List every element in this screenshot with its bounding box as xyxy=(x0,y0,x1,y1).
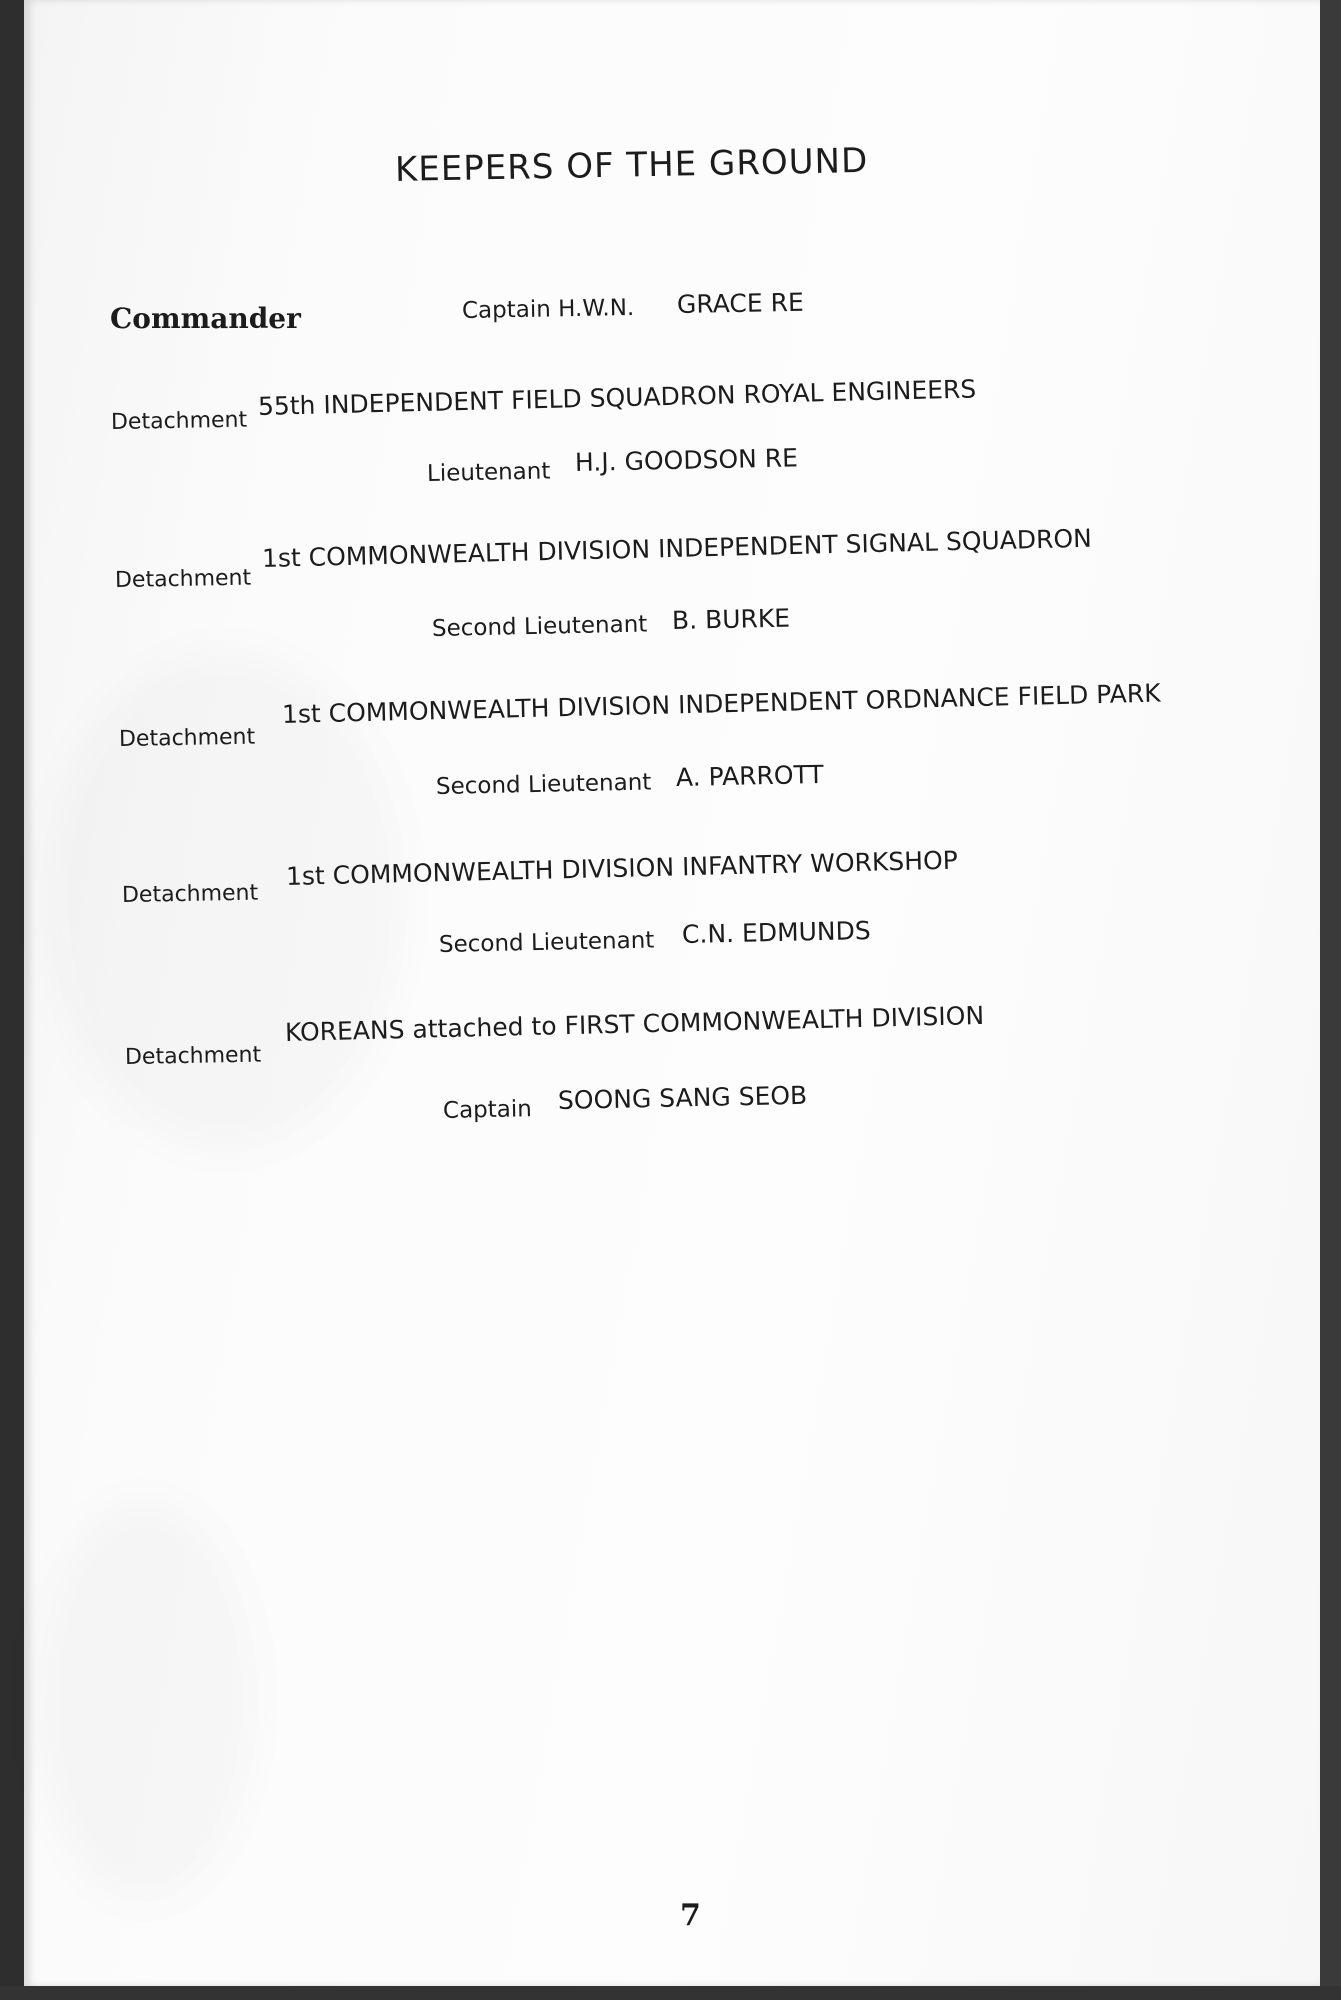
detachment-officer-name: H.J. GOODSON RE xyxy=(574,443,799,477)
detachment-label: Detachment xyxy=(118,724,256,752)
scanner-edge-bottom xyxy=(0,1986,1341,2000)
detachment-officer-name: B. BURKE xyxy=(671,603,791,635)
detachment-unit: 55th INDEPENDENT FIELD SQUADRON ROYAL ENGINEERS xyxy=(257,374,977,421)
detachment-officer-name: C.N. EDMUNDS xyxy=(681,916,871,949)
detachment-unit: 1st COMMONWEALTH DIVISION INDEPENDENT SIGNAL SQUADRON xyxy=(261,523,1093,573)
page-title: KEEPERS OF THE GROUND xyxy=(394,140,869,190)
detachment-unit: 1st COMMONWEALTH DIVISION INDEPENDENT ORDNANCE FIELD PARK xyxy=(281,678,1161,729)
detachment-officer-name: SOONG SANG SEOB xyxy=(557,1080,808,1115)
detachment-officer-name: A. PARROTT xyxy=(675,759,824,792)
commander-label: Commander xyxy=(110,302,301,335)
detachment-label: Detachment xyxy=(114,565,252,593)
commander-name: GRACE RE xyxy=(676,287,804,319)
commander-rank: Captain H.W.N. xyxy=(461,294,635,324)
paper-sheet xyxy=(24,0,1320,1986)
detachment-label: Detachment xyxy=(121,880,259,908)
scanner-edge-right xyxy=(1320,0,1341,2000)
detachment-officer-rank: Captain xyxy=(442,1096,533,1124)
detachment-label: Detachment xyxy=(110,407,248,435)
detachment-label: Detachment xyxy=(124,1042,262,1070)
page-number: 7 xyxy=(680,1898,701,1933)
paper-smudge xyxy=(34,1500,254,1900)
detachment-officer-rank: Second Lieutenant xyxy=(435,769,652,800)
detachment-unit: 1st COMMONWEALTH DIVISION INFANTRY WORKSHOP xyxy=(285,845,959,891)
detachment-officer-rank: Lieutenant xyxy=(426,458,551,487)
detachment-officer-rank: Second Lieutenant xyxy=(431,611,648,642)
detachment-officer-rank: Second Lieutenant xyxy=(438,927,655,958)
detachment-unit: KOREANS attached to FIRST COMMONWEALTH DIVISION xyxy=(284,1000,985,1047)
